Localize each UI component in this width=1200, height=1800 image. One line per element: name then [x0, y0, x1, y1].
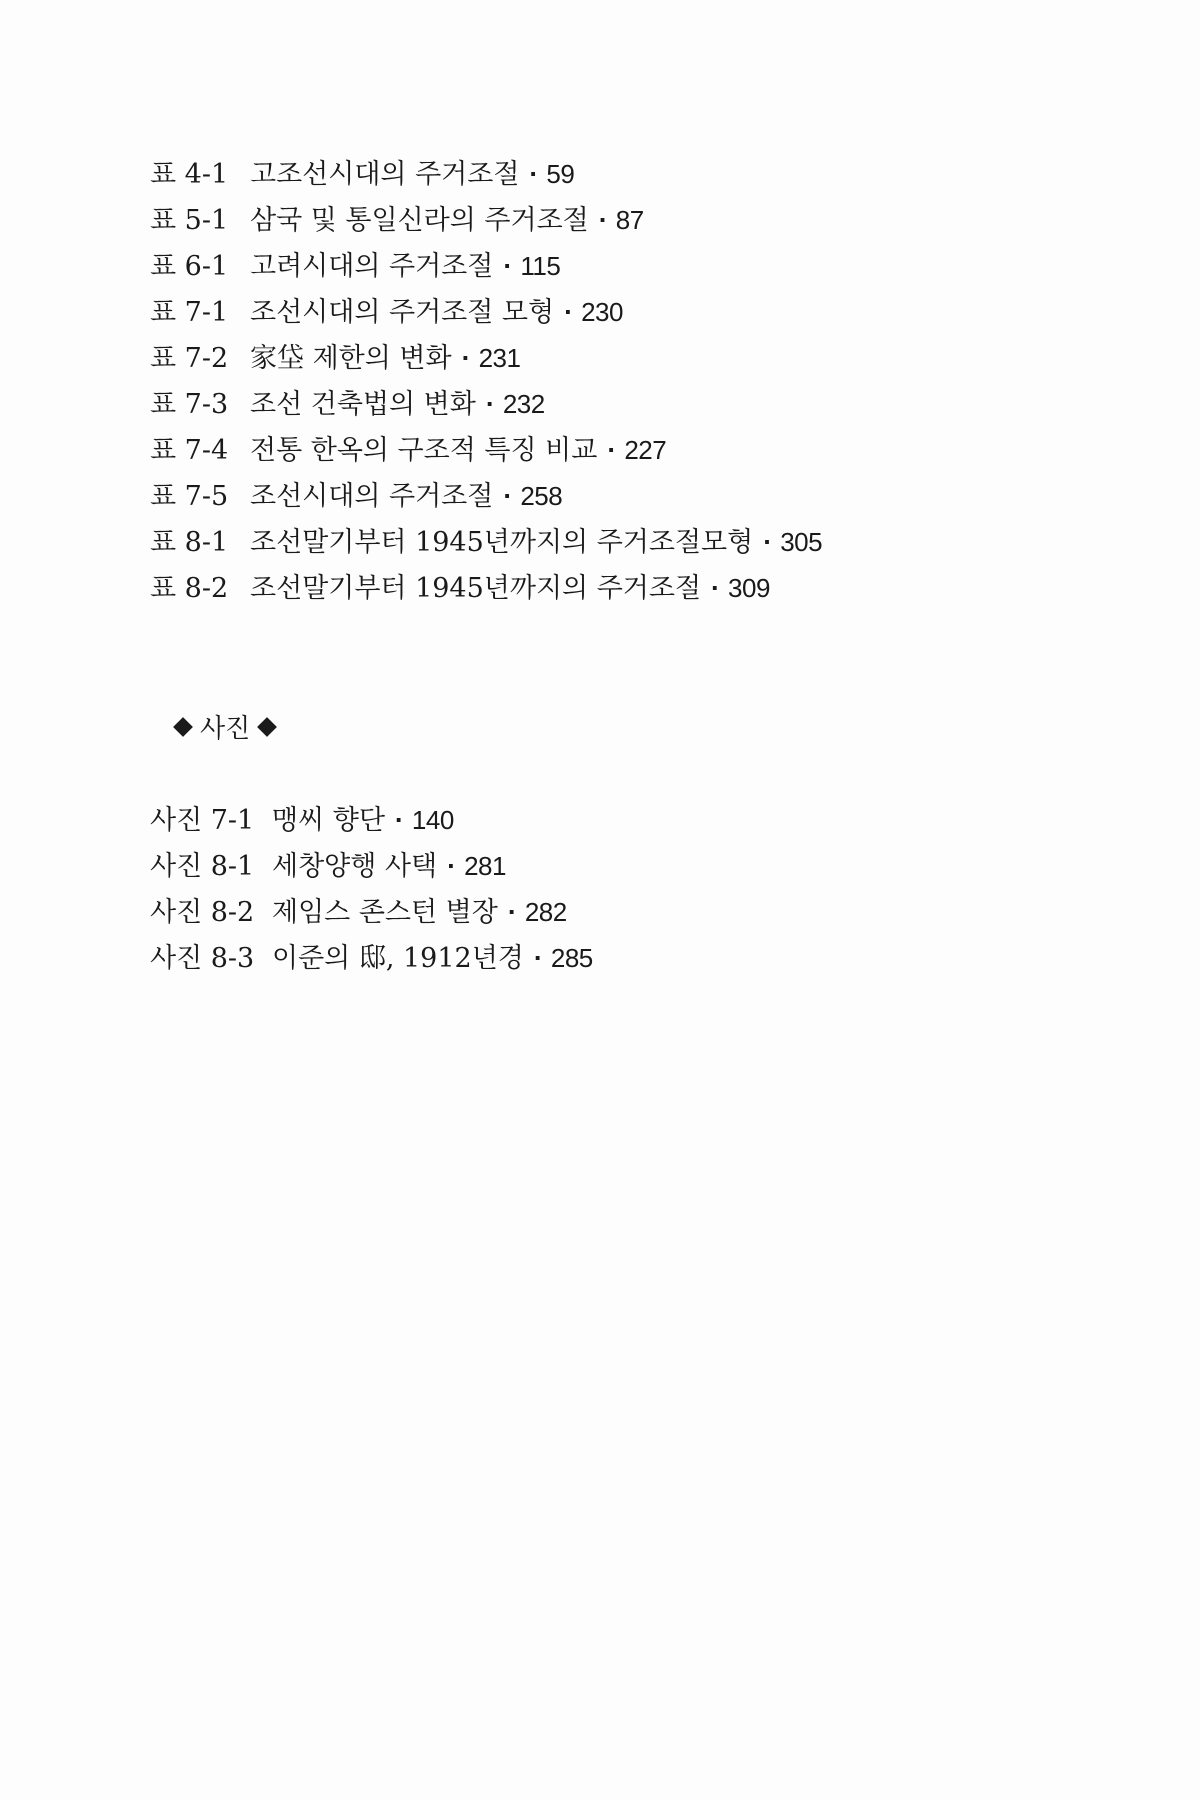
photo-list [150, 798, 593, 982]
list-item [150, 474, 822, 520]
separator: · [503, 481, 513, 511]
photo-label: 사진 7-1 [150, 805, 255, 836]
separator: · [763, 527, 773, 557]
list-item [150, 336, 822, 382]
separator: · [711, 573, 721, 603]
page-number: 115 [520, 251, 561, 281]
table-caption: 조선말기부터 1945년까지의 주거조절 [250, 573, 702, 604]
diamond-bullet-icon [173, 717, 193, 737]
table-label: 표 8-1 [150, 527, 229, 558]
list-item [150, 290, 822, 336]
page-number: 281 [464, 851, 506, 881]
table-caption: 家垈 제한의 변화 [250, 343, 452, 374]
table-label: 표 7-5 [150, 481, 229, 512]
list-item [150, 936, 593, 982]
table-caption: 삼국 및 통일신라의 주거조절 [250, 205, 589, 236]
photo-section-heading [176, 708, 274, 745]
list-item [150, 798, 593, 844]
table-list [150, 152, 822, 612]
table-label: 표 8-2 [150, 573, 229, 604]
photo-label: 사진 8-2 [150, 897, 255, 928]
page-number: 258 [520, 481, 563, 511]
list-item [150, 520, 822, 566]
list-item [150, 152, 822, 198]
table-label: 표 7-1 [150, 297, 229, 328]
table-caption: 조선시대의 주거조절 [250, 481, 494, 512]
table-caption: 전통 한옥의 구조적 특징 비교 [250, 435, 598, 466]
table-label: 표 4-1 [150, 159, 229, 190]
list-item [150, 844, 593, 890]
table-label: 표 7-4 [150, 435, 229, 466]
page-number: 230 [581, 297, 623, 327]
page-number: 140 [411, 805, 454, 835]
photo-caption: 이준의 邸, 1912년경 [272, 943, 524, 974]
table-label: 표 7-2 [150, 343, 229, 374]
photo-label: 사진 8-1 [150, 851, 255, 882]
list-item [150, 566, 822, 612]
separator: · [529, 159, 539, 189]
photo-caption: 제임스 존스턴 별장 [272, 897, 498, 928]
photo-caption: 세창양행 사택 [272, 851, 438, 882]
separator: · [507, 897, 517, 927]
page-number: 309 [728, 573, 770, 603]
page-number: 282 [524, 897, 567, 927]
table-caption: 고려시대의 주거조절 [250, 251, 494, 282]
table-caption: 조선시대의 주거조절 모형 [250, 297, 555, 328]
page-number: 59 [546, 159, 575, 189]
page-number: 231 [478, 343, 521, 373]
separator: · [598, 205, 608, 235]
page-number: 305 [780, 527, 823, 557]
diamond-bullet-icon [257, 717, 277, 737]
table-label: 표 6-1 [150, 251, 229, 282]
list-item [150, 382, 822, 428]
separator: · [447, 851, 457, 881]
section-title: 사진 [200, 714, 251, 744]
separator: · [485, 389, 495, 419]
separator: · [394, 805, 404, 835]
table-label: 표 7-3 [150, 389, 229, 420]
separator: · [461, 343, 471, 373]
separator: · [533, 943, 543, 973]
page-number: 232 [502, 389, 545, 419]
page-number: 227 [624, 435, 667, 465]
list-item [150, 198, 822, 244]
separator: · [607, 435, 617, 465]
list-item [150, 890, 593, 936]
list-item [150, 428, 822, 474]
page-number: 87 [615, 205, 644, 235]
separator: · [564, 297, 574, 327]
list-item [150, 244, 822, 290]
photo-caption: 맹씨 향단 [272, 805, 385, 836]
page-number: 285 [550, 943, 593, 973]
table-caption: 고조선시대의 주거조절 [250, 159, 520, 190]
table-caption: 조선 건축법의 변화 [250, 389, 476, 420]
table-label: 표 5-1 [150, 205, 229, 236]
table-caption: 조선말기부터 1945년까지의 주거조절모형 [250, 527, 754, 558]
separator: · [503, 251, 513, 281]
photo-label: 사진 8-3 [150, 943, 255, 974]
